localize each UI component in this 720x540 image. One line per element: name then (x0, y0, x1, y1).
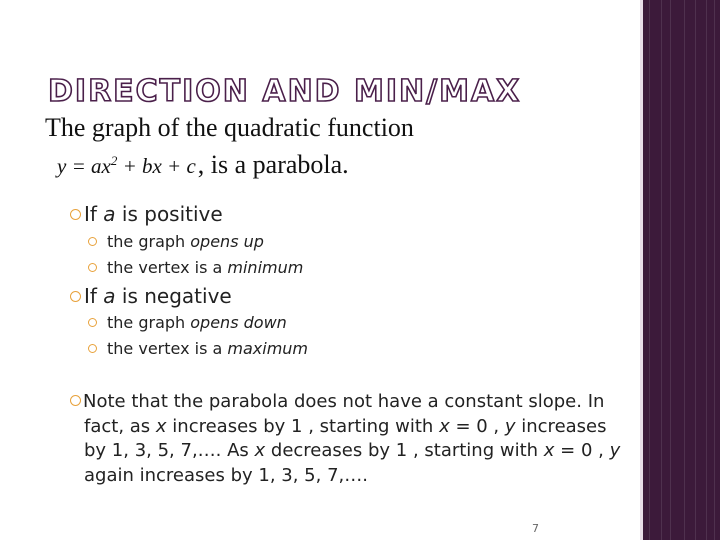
intro-text: The graph of the quadratic function (45, 113, 414, 142)
item-emphasis: maximum (227, 339, 309, 358)
note-text: = 0 , (554, 440, 610, 461)
heading-prefix: If (84, 202, 104, 226)
decorative-sidebar (643, 0, 720, 540)
note-text: Note that the parabola does not have a constant slope. In fact, as (83, 391, 605, 437)
circle-bullet-icon (70, 209, 81, 220)
circle-bullet-icon (70, 395, 81, 406)
heading-variable: a (103, 284, 116, 308)
sub-bullet-maximum (88, 339, 308, 358)
bullet-if-negative (70, 284, 232, 308)
circle-bullet-icon (88, 318, 97, 327)
formula-rest: + bx + c (117, 154, 196, 178)
item-emphasis: opens up (190, 232, 264, 251)
heading-variable: a (103, 202, 116, 226)
item-text: the graph (107, 313, 191, 332)
note-text: increases by 1 , starting with (166, 415, 440, 437)
heading-suffix: is negative (115, 284, 232, 308)
note-var: x (155, 415, 167, 437)
sub-bullet-opens-up (88, 232, 264, 251)
note-text: decreases by 1 , starting with (265, 440, 544, 461)
page-number: 7 (532, 522, 539, 535)
formula-line (57, 150, 349, 184)
bullet-if-positive (70, 202, 223, 226)
formula-lhs: y = ax (57, 154, 111, 178)
item-text: the vertex is a (107, 258, 228, 277)
item-emphasis: opens down (190, 313, 287, 332)
item-emphasis: minimum (227, 258, 304, 277)
sub-bullet-opens-down (88, 313, 287, 332)
note-text: = 0 , (449, 415, 505, 437)
item-text: the vertex is a (107, 339, 228, 358)
note-var: x (543, 440, 555, 461)
note-var: y (504, 415, 516, 437)
formula-exponent: 2 (110, 153, 118, 168)
quadratic-formula (57, 154, 196, 178)
note-var: y (609, 440, 621, 461)
circle-bullet-icon (88, 237, 97, 246)
note-text: again increases by 1, 3, 5, 7,…. (84, 464, 368, 486)
heading-suffix: is positive (115, 202, 223, 226)
note-var: x (254, 440, 266, 461)
circle-bullet-icon (88, 263, 97, 272)
heading-prefix: If (84, 284, 104, 308)
circle-bullet-icon (88, 344, 97, 353)
note-var: x (439, 415, 450, 437)
circle-bullet-icon (70, 291, 81, 302)
formula-tail: , is a parabola. (197, 150, 349, 179)
slide-title: DIRECTION AND MIN/MAX (48, 74, 522, 109)
note-paragraph (70, 390, 630, 488)
item-text: the graph (107, 232, 191, 251)
note-text: increases by 1, 3, 5, 7,…. As (84, 415, 607, 461)
sub-bullet-minimum (88, 258, 303, 277)
